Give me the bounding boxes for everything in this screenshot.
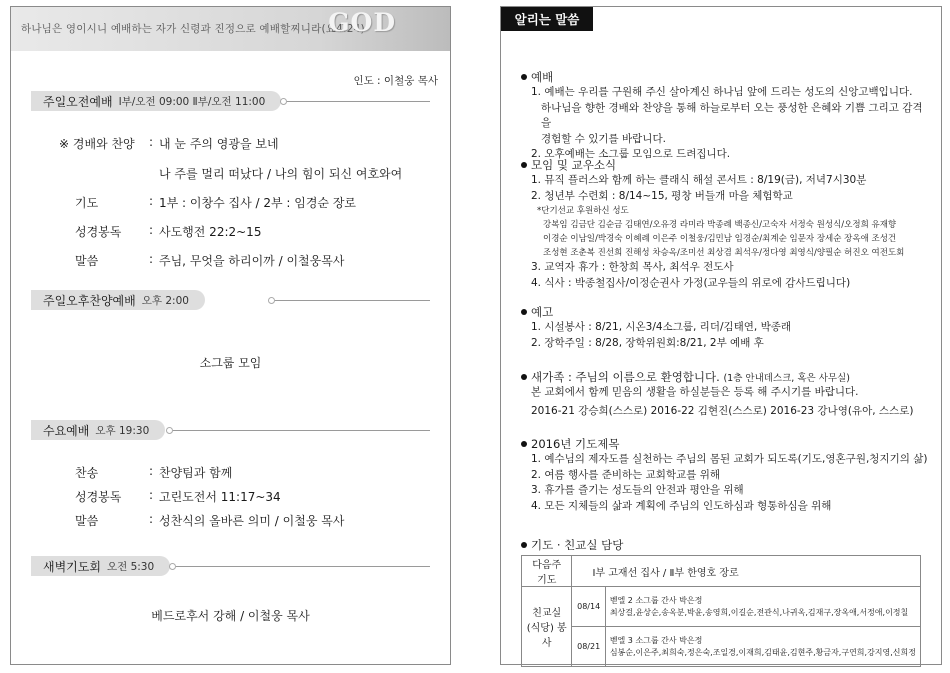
donors-title: *단기선교 후원하신 성도 xyxy=(537,206,629,216)
section-wednesday xyxy=(31,420,430,440)
table-row xyxy=(522,627,921,667)
order-label: 말씀 xyxy=(75,254,99,268)
duty-heading: 기도 · 친교실 담당 xyxy=(519,537,929,553)
notice-line: 1. 시설봉사 : 8/21, 시온3/4소그룹, 리더/김태연, 박종래 xyxy=(531,321,792,333)
section-time: Ⅰ부/오전 09:00 Ⅱ부/오전 11:00 xyxy=(118,95,266,108)
order-colon: : xyxy=(149,252,154,266)
order-value: 성찬식의 올바른 의미 / 이철웅 목사 xyxy=(159,514,345,528)
section-name: 주일오전예배 xyxy=(43,94,113,109)
newcomer-heading xyxy=(519,369,929,385)
order-label: 말씀 xyxy=(75,514,99,528)
order-value: 나 주를 멀리 떠났다 / 나의 힘이 되신 여호와여 xyxy=(159,167,403,181)
table-row xyxy=(522,556,921,587)
section-name: 수요예배 xyxy=(43,423,90,438)
duty-date: 08/21 xyxy=(572,627,605,667)
duty-date: 08/14 xyxy=(572,587,605,627)
duty-group: 벧엘 3 소그룹 간사 박은정 xyxy=(609,635,703,645)
next-prayer-value: Ⅰ부 고재선 집사 / Ⅱ부 한영호 장로 xyxy=(572,556,921,587)
meeting-line: 4. 식사 : 박종철집사/이정순권사 가정(교우들의 위로에 감사드립니다) xyxy=(531,276,851,289)
divider-line xyxy=(173,430,430,431)
meeting-line: 2. 청년부 수련회 : 8/14~15, 평창 버들개 마을 체험학교 xyxy=(531,189,793,202)
prayer-topics xyxy=(519,436,929,514)
newcomer-registrations: 2016-21 강승희(스스로) 2016-22 김현진(스스로) 2016-23 강나영(유아, 스스로) xyxy=(531,404,914,417)
duty-table xyxy=(521,555,921,667)
section-name: 주일오후찬양예배 xyxy=(43,293,136,308)
kitchen-label: 친교실(식당) 봉사 xyxy=(522,587,572,667)
order-value: 1부 : 이창수 집사 / 2부 : 임경순 장로 xyxy=(159,196,357,210)
order-colon: : xyxy=(149,135,154,149)
section-label xyxy=(31,91,281,111)
meeting-line: 1. 뮤직 플러스와 함께 하는 클래식 해설 콘서트 : 8/19(금), 저녁7시30분 xyxy=(531,174,867,186)
section-dawn-prayer xyxy=(31,556,430,576)
donors-line: 강복임 김금단 김순금 김태연/오유경 라미라 박종례 백종신/고숙자 서정숙 원성식/오정희 유재향 xyxy=(543,220,897,230)
divider-dot xyxy=(169,563,176,570)
section-name: 새벽기도회 xyxy=(43,559,101,574)
announcements-title: 알리는 말씀 xyxy=(501,7,593,31)
order-label: 성경봉독 xyxy=(75,225,122,239)
worship-notice xyxy=(519,69,929,163)
section-time: 오전 5:30 xyxy=(106,560,155,573)
divider-line xyxy=(176,566,430,567)
dawn-content: 베드로후서 강해 / 이철웅 목사 xyxy=(151,609,310,623)
god-logo: GOD xyxy=(328,8,396,37)
newcomer-heading-note: (1층 안내데스크, 혹은 사무실) xyxy=(723,373,850,384)
order-label: 기도 xyxy=(75,196,99,210)
order-value: 찬양팀과 함께 xyxy=(159,466,233,480)
order-colon: : xyxy=(149,194,154,208)
prayer-line: 1. 예수님의 제자도를 실천하는 주님의 몸된 교회가 되도록(기도,영혼구원,청지기의 삶) xyxy=(531,453,928,465)
worship-line: 경험할 수 있기를 바랍니다. xyxy=(541,132,666,145)
prayer-line: 4. 모든 지체들의 삶과 계획에 주님의 인도하심과 형통하심을 위해 xyxy=(531,499,832,512)
prayer-line: 2. 여름 행사를 준비하는 교회학교를 위해 xyxy=(531,468,720,481)
order-colon: : xyxy=(149,512,154,526)
prayer-heading: 2016년 기도제목 xyxy=(519,436,929,452)
newcomer-heading-text: 새가족 : 주님의 이름으로 환영합니다. xyxy=(531,370,720,384)
meeting-news xyxy=(519,157,929,291)
divider-dot xyxy=(280,98,287,105)
worship-line: 1. 예배는 우리를 구원해 주신 살아계신 하나님 앞에 드리는 성도의 신앙고백입니다. xyxy=(531,86,913,98)
section-sunday-morning xyxy=(31,91,430,111)
notice-line: 2. 장학주일 : 8/28, 장학위원회:8/21, 2부 예배 후 xyxy=(531,336,764,349)
section-sunday-afternoon xyxy=(31,290,430,310)
worship-line: 하나님을 향한 경배와 찬양을 통해 하늘로부터 오는 풍성한 은혜와 기쁨 그리고 감격을 xyxy=(541,101,923,129)
order-colon: : xyxy=(149,488,154,502)
order-label: 찬송 xyxy=(75,466,99,480)
order-value: 내 눈 주의 영광을 보네 xyxy=(159,137,279,151)
newcomer-line: 본 교회에서 함께 믿음의 생활을 하실분들은 등록 해 주시기를 바랍니다. xyxy=(531,386,859,398)
upcoming-notice xyxy=(519,304,929,351)
order-colon: : xyxy=(149,223,154,237)
afternoon-content: 소그룹 모임 xyxy=(199,356,262,370)
verse-banner xyxy=(11,7,450,51)
section-time: 오후 2:00 xyxy=(141,294,189,307)
prayer-line: 3. 휴가를 즐기는 성도들의 안전과 평안을 위해 xyxy=(531,484,744,496)
divider-line xyxy=(275,300,430,301)
announcements-page xyxy=(500,6,942,665)
donors-line: 이경순 이남일/박경숙 이혜례 이은주 이철웅/김민남 임경순/최계순 임문자 장세순 장옥애 조성건 xyxy=(543,234,897,244)
section-label xyxy=(31,420,165,440)
donors-line: 조성현 조춘복 진선희 진해성 차승옥/조미선 최상겸 최석우/정다영 최영식/양필순 허진오 여전도회 xyxy=(543,248,905,258)
duty-heading-block xyxy=(519,537,929,553)
duty-entry xyxy=(605,587,920,627)
banner-verse: 하나님은 영이시니 예배하는 자가 신령과 진정으로 예배할찌니라(요4:24) xyxy=(21,23,365,35)
order-colon: : xyxy=(149,464,154,478)
order-value: 사도행전 22:2~15 xyxy=(159,225,262,239)
duty-names: 심봉순,이은주,최희숙,정은숙,조일경,이재희,김태윤,김현주,황금자,구연희,강지영,신희정 xyxy=(609,647,916,657)
meeting-heading: 모임 및 교우소식 xyxy=(519,157,929,173)
section-label xyxy=(31,556,170,576)
worship-heading: 예배 xyxy=(519,69,929,85)
newcomer-notice xyxy=(519,369,929,419)
order-value: 고린도전서 11:17~34 xyxy=(159,490,281,504)
divider-dot xyxy=(268,297,275,304)
divider-line xyxy=(287,101,430,102)
section-label xyxy=(31,290,205,310)
worship-line: 2. 오후예배는 소그룹 모임으로 드려집니다. xyxy=(531,148,731,160)
next-prayer-label: 다음주 기도 xyxy=(522,556,572,587)
duty-entry xyxy=(605,627,920,667)
order-label: ※ 경배와 찬양 xyxy=(59,137,135,151)
divider-dot xyxy=(166,427,173,434)
duty-group: 벧엘 2 소그룹 간사 박은정 xyxy=(609,595,703,605)
worship-order-page xyxy=(10,6,451,665)
notice-heading: 예고 xyxy=(519,304,929,320)
order-value: 주님, 무엇을 하리이까 / 이철웅목사 xyxy=(159,254,345,268)
section-time: 오후 19:30 xyxy=(95,424,150,437)
worship-leader: 인도 : 이철웅 목사 xyxy=(353,75,438,87)
order-label: 성경봉독 xyxy=(75,490,122,504)
duty-names: 최상걸,윤상순,송옥분,박윤,송영희,이길순,전관식,나귀옥,김재구,장옥애,서정애,이정칠 xyxy=(609,607,909,617)
table-row xyxy=(522,587,921,627)
meeting-line: 3. 교역자 휴가 : 한창희 목사, 최석우 전도사 xyxy=(531,261,734,273)
